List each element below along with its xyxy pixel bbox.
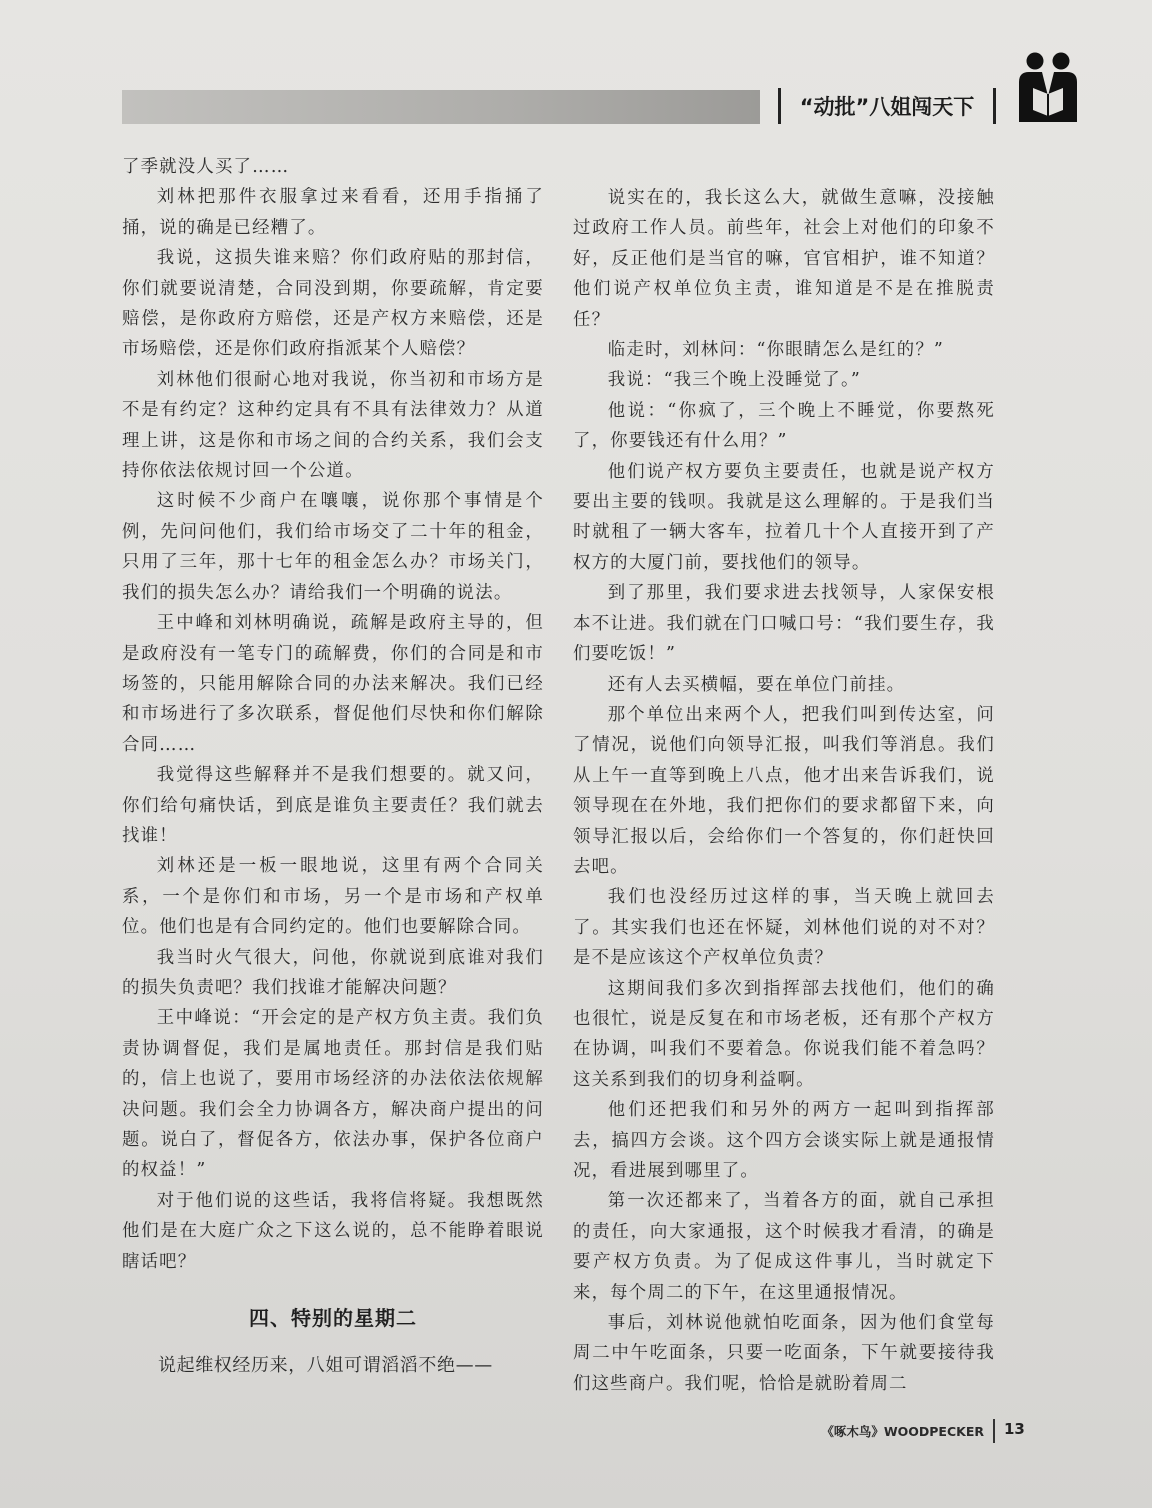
lead-paragraph: 说起维权经历来，八姐可谓滔滔不绝—— xyxy=(158,1355,493,1377)
paragraph: 王中峰说：“开会定的是产权方负主责。我们负责协调督促，我们是属地责任。那封信是我们贴的，信上也说了，要用市场经济的办法依法依规解决问题。我们会全力协调各方，解决商户提出的问题。说白了，督促各方，依法办事，保护各位商户的权益！” xyxy=(122,1008,544,1181)
paragraph: 临走时，刘林问：“你眼睛怎么是红的？” xyxy=(607,340,945,361)
paragraph: 他说：“你疯了，三个晚上不睡觉，你要熬死了，你要钱还有什么用？” xyxy=(573,400,995,452)
paragraph: 第一次还都来了，当着各方的面，就自己承担的责任，向大家通报，这个时候我才看清，的确是要产权方负责。为了促成这件事儿，当时就定下来，每个周二的下午，在这里通报情况。 xyxy=(573,1191,995,1303)
paragraph: 到了那里，我们要求进去找领导，人家保安根本不让进。我们就在门口喊口号：“我们要生存，我们要吃饭！” xyxy=(573,583,995,665)
paragraph: 这期间我们多次到指挥部去找他们，他们的确也很忙，说是反复在和市场老板，还有那个产权方在协调，叫我们不要着急。你说我们能不着急吗？这关系到我们的切身利益啊。 xyxy=(573,978,995,1090)
section-header-title: “动批”八姐闯天下 xyxy=(799,95,975,119)
paragraph: 了季就没人买了…… xyxy=(122,157,290,177)
paragraph: 我们也没经历过这样的事，当天晚上就回去了。其实我们也还在怀疑，刘林他们说的对不对？是不是应该这个产权单位负责？ xyxy=(573,887,995,969)
paragraph: 说实在的，我长这么大，就做生意嘛，没接触过政府工作人员。前些年，社会上对他们的印象不好，反正他们是当官的嘛，官官相护，谁不知道？他们说产权单位负主责，谁知道是不是在推脱责任？ xyxy=(573,188,995,330)
section-title: 四、特别的星期二 xyxy=(249,1306,417,1331)
header-bar xyxy=(122,90,760,124)
paragraph: 还有人去买横幅，要在单位门前挂。 xyxy=(607,674,906,695)
header-divider-left xyxy=(778,88,781,124)
paragraph: 刘林还是一板一眼地说，这里有两个合同关系，一个是你们和市场，另一个是市场和产权单位。他们也是有合同约定的。他们也要解除合同。 xyxy=(122,856,544,938)
paragraph: 我当时火气很大，问他，你就说到底谁对我们的损失负责吧？我们找谁才能解决问题？ xyxy=(122,947,544,998)
paragraph: 我说：“我三个晚上没睡觉了。” xyxy=(607,370,861,391)
paragraph: 王中峰和刘林明确说，疏解是政府主导的，但是政府没有一笔专门的疏解费，你们的合同是和市场签的，只能用解除合同的办法来解决。我们已经和市场进行了多次联系，督促他们尽快和你们解除合同…… xyxy=(122,613,544,755)
readers-logo-icon xyxy=(1015,52,1081,124)
right-text-column xyxy=(573,183,995,1399)
paragraph: 他们还把我们和另外的两方一起叫到指挥部去，搞四方会谈。这个四方会谈实际上就是通报情况，看进展到哪里了。 xyxy=(573,1100,995,1181)
paragraph: 对于他们说的这些话，我将信将疑。我想既然他们是在大庭广众之下这么说的，总不能睁着眼说瞎话吧？ xyxy=(122,1190,544,1272)
footer-divider xyxy=(993,1419,995,1443)
paragraph: 事后，刘林说他就怕吃面条，因为他们食堂每周二中午吃面条，只要一吃面条，下午就要接待我们这些商户。我们呢，恰恰是就盼着周二 xyxy=(573,1313,995,1394)
magazine-brand: 《啄木鸟》WOODPECKER xyxy=(821,1424,984,1439)
left-text-column xyxy=(122,152,544,1382)
paragraph: 我觉得这些解释并不是我们想要的。就又问，你们给句痛快话，到底是谁负主要责任？我们就去找谁！ xyxy=(122,765,544,846)
paragraph: 我说，这损失谁来赔？你们政府贴的那封信，你们就要说清楚，合同没到期，你要疏解，肯定要赔偿，是你政府方赔偿，还是产权方来赔偿，还是市场赔偿，还是你们政府指派某个人赔偿？ xyxy=(122,248,544,360)
page-number: 13 xyxy=(1004,1420,1025,1438)
paragraph: 他们说产权方要负主要责任，也就是说产权方要出主要的钱呗。我就是这么理解的。于是我们当时就租了一辆大客车，拉着几十个人直接开到了产权方的大厦门前，要找他们的领导。 xyxy=(573,461,995,573)
paragraph: 刘林把那件衣服拿过来看看，还用手指捅了捅，说的确是已经糟了。 xyxy=(122,187,544,238)
paragraph: 刘林他们很耐心地对我说，你当初和市场方是不是有约定？这种约定具有不具有法律效力？从道理上讲，这是你和市场之间的合约关系，我们会支持你依法依规讨回一个公道。 xyxy=(122,369,544,482)
paragraph: 那个单位出来两个人，把我们叫到传达室，问了情况，说他们向领导汇报，叫我们等消息。我们从上午一直等到晚上八点，他才出来告诉我们，说领导现在在外地，我们把你们的要求都留下来，向领导汇报以后，会给你们一个答复的，你们赶快回去吧。 xyxy=(573,704,995,877)
paragraph: 这时候不少商户在嚷嚷，说你那个事情是个例，先问问他们，我们给市场交了二十年的租金，只用了三年，那十七年的租金怎么办？市场关门，我们的损失怎么办？请给我们一个明确的说法。 xyxy=(122,491,544,603)
header-divider-right xyxy=(993,88,996,124)
